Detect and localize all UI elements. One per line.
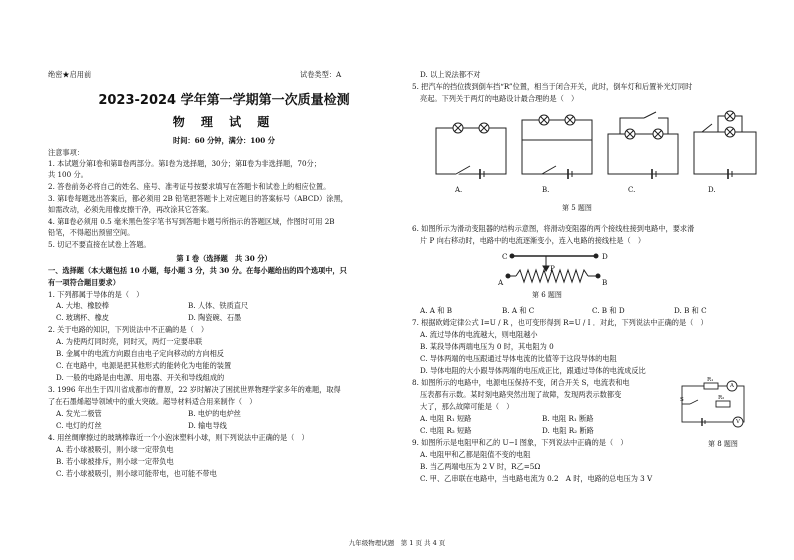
note-line: 1. 本试题分第Ⅰ卷和第Ⅱ卷两部分。第Ⅰ卷为选择题，30分；第Ⅱ卷为非选择题，70分；: [48, 159, 321, 168]
q8-option-a: A. 电阻 R₁ 短路: [420, 414, 472, 423]
note-line: 3. 第Ⅰ卷每题选出答案后，都必须用 2B 铅笔把答题卡上对应题目的答案标号（ABCD）涂黑，: [48, 194, 348, 203]
q8-label-voltmeter: V: [736, 419, 740, 425]
exam-title: 2023-2024 学年第一学期第一次质量检测: [98, 93, 350, 108]
q5-option-d: D.: [708, 186, 716, 194]
section-instruction: 有一项符合题目要求）: [48, 278, 120, 287]
q6-option-a: A. A 和 B: [420, 306, 452, 315]
note-line: 2. 答卷前务必将自己的姓名、座号、准考证号按要求填写在答题卡和试卷上的相应位置。: [48, 182, 331, 191]
q7-stem: 7. 根据欧姆定律公式 I=U / R ，也可变形得到 R=U / I ．对此，下列说法中正确的是（ ）: [412, 318, 708, 327]
q1-stem: 1. 下列都属于导体的是（ ）: [48, 290, 144, 299]
circuit-a: [436, 123, 506, 179]
q2-option-a: A. 为使两灯同时亮，同时灭，两灯一定要串联: [56, 337, 203, 346]
q8-stem: 8. 如图所示的电路中，电源电压保持不变，闭合开关 S，电流表和电: [412, 378, 630, 387]
q2-option-b: B. 金属中的电流方向跟自由电子定向移动的方向相反: [56, 349, 224, 358]
confidential-label: 绝密★启用前: [48, 70, 92, 79]
q5-caption: 第 5 题图: [562, 204, 592, 212]
q3-stem: 了在石墨烯超导领域中的重大突破。超导材料适合用来制作（ ）: [48, 397, 257, 406]
q1-option-a: A. 大地、橡胶棒: [56, 301, 109, 310]
q1-option-c: C. 玻璃杯、橡皮: [56, 313, 109, 322]
time-score: 时间：60 分钟，满分：100 分: [173, 136, 275, 145]
q4-option-b: B. 若小球被排斥，则小球一定带负电: [56, 457, 174, 466]
q1-option-b: B. 人体、铁质直尺: [188, 301, 249, 310]
q5-option-a: A.: [455, 186, 463, 194]
q8-stem: 大了，那么故障可能是（ ）: [420, 402, 514, 411]
q6-caption: 第 6 题图: [532, 291, 562, 299]
q9-option-b: B. 当乙两端电压为 2 V 时，R乙=5Ω: [420, 462, 541, 471]
q5-stem: 亮起。下列关于两灯的电路设计最合理的是（ ）: [420, 94, 579, 103]
q7-option-b: B. 某段导体两端电压为 0 时，其电阻为 0: [420, 342, 554, 351]
q5-stem: 5. 把汽车的挡位拨到倒车挡“R”位置，相当于闭合开关，此时，倒车灯和后置补光灯同时: [412, 82, 693, 91]
notes-heading: 注意事项：: [48, 148, 84, 157]
q8-option-b: B. 电阻 R₁ 断路: [542, 414, 594, 423]
q7-option-d: D. 导体电阻的大小跟导体两端的电压成正比，跟通过导体的电流成反比: [420, 366, 646, 375]
note-line: 如需改动，必须先用橡皮擦干净，再改涂其它答案。: [48, 205, 214, 214]
q6-stem: 片 P 向右移动时，电路中的电流逐渐变小，连入电路的接线柱是（ ）: [420, 236, 646, 245]
q3-option-d: D. 输电导线: [188, 421, 227, 430]
q6-rheostat-figure: [502, 246, 612, 292]
circuit-d: [694, 111, 756, 179]
note-line: 共 100 分。: [48, 170, 88, 179]
q4-option-d: D. 以上说法都不对: [420, 70, 481, 79]
q5-option-b: B.: [542, 186, 550, 194]
q3-stem: 3. 1996 年出生于四川省成都市的曹原，22 岁时解决了困扰世界物理学家多年的难题，取得: [48, 385, 341, 394]
note-line: 5. 切记不要直接在试卷上答题。: [48, 240, 151, 249]
q4-stem: 4. 用丝绸摩擦过的玻璃棒靠近一个小泡沫塑料小球，则下列说法中正确的是（ ）: [48, 433, 309, 442]
q8-label-r2: R₂: [718, 395, 725, 401]
q6-option-c: C. B 和 D: [592, 306, 625, 315]
q3-option-c: C. 电灯的灯丝: [56, 421, 102, 430]
note-line: 4. 第Ⅱ卷必须用 0.5 毫米黑色签字笔书写到答题卡题号所指示的答题区域，作图时可用 2B: [48, 217, 335, 226]
q9-option-a: A. 电阻甲和乙都是阻值不变的电阻: [420, 450, 531, 459]
section-heading: 第 Ⅰ 卷（选择题 共 30 分）: [176, 254, 272, 263]
q6-label-d: D: [602, 252, 608, 261]
q6-label-a: A: [498, 278, 504, 287]
q7-option-c: C. 导体两端的电压跟通过导体电流的比值等于这段导体的电阻: [420, 354, 617, 363]
q8-circuit-figure: [676, 378, 756, 434]
q2-option-c: C. 在电路中，电源是把其他形式的能转化为电能的装置: [56, 361, 232, 370]
q6-option-b: B. A 和 C: [502, 306, 535, 315]
note-line: 铅笔，不得超出预留空间。: [48, 228, 135, 237]
q5-option-c: C.: [628, 186, 636, 194]
q8-label-ammeter: A: [730, 383, 734, 389]
q8-option-c: C. 电阻 R₂ 短路: [420, 426, 472, 435]
q3-option-a: A. 发光二极管: [56, 409, 102, 418]
q8-label-r1: R₁: [707, 377, 714, 383]
circuit-b: [522, 115, 592, 179]
q8-label-s: S: [680, 397, 684, 403]
q6-label-p: P: [550, 264, 555, 273]
q2-stem: 2. 关于电路的知识，下列说法中不正确的是（ ）: [48, 325, 209, 334]
q7-option-a: A. 流过导体的电流越大，则电阻越小: [420, 330, 538, 339]
paper-type: 试卷类型：A: [300, 70, 342, 79]
q8-option-d: D. 电阻 R₂ 断路: [542, 426, 594, 435]
q9-option-c: C. 甲、乙串联在电路中，当电路电流为 0.2 A 时，电路的总电压为 3 V: [420, 474, 653, 483]
q8-stem: 压表都有示数。某时刻电路突然出现了故障，发现两表示数都变: [420, 390, 622, 399]
circuit-c: [608, 112, 678, 179]
section-instruction: 一、选择题（本大题包括 10 小题，每小题 3 分，共 30 分。在每小题给出的四个选项中，只: [48, 266, 347, 275]
q1-option-d: D. 陶瓷碗、石墨: [188, 313, 242, 322]
q2-option-d: D. 一般的电路是由电源、用电器、开关和导线组成的: [56, 373, 225, 382]
q6-option-d: D. B 和 C: [674, 306, 707, 315]
page-footer: 九年级物理试题 第 1 页 共 4 页: [348, 539, 446, 547]
q6-label-c: C: [502, 252, 508, 261]
q6-label-b: B: [602, 278, 608, 287]
q6-stem: 6. 如图所示为滑动变阻器的结构示意图，将滑动变阻器的两个接线柱接到电路中，要求滑: [412, 224, 695, 233]
q9-stem: 9. 如图所示是电阻甲和乙的 U−I 图象，下列说法中正确的是（ ）: [412, 438, 628, 447]
q8-caption: 第 8 题图: [708, 440, 738, 448]
q4-option-a: A. 若小球被吸引，则小球一定带负电: [56, 445, 174, 454]
q3-option-b: B. 电炉的电炉丝: [188, 409, 241, 418]
q4-option-c: C. 若小球被吸引，则小球可能带电，也可能不带电: [56, 469, 217, 478]
subject-title: 物 理 试 题: [172, 115, 276, 129]
